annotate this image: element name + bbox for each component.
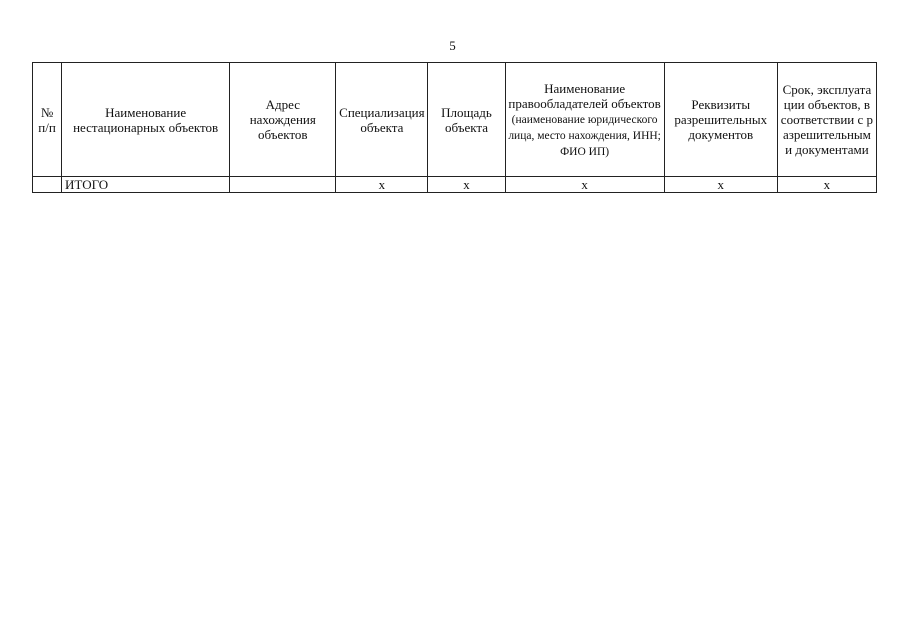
total-num [33, 177, 62, 193]
total-address [230, 177, 336, 193]
total-documents: х [664, 177, 777, 193]
total-owner: х [505, 177, 664, 193]
header-term: Срок, эксплуатации объектов, в соответствии с разрешительными документами [777, 63, 876, 177]
total-specialization: х [336, 177, 428, 193]
header-num: № п/п [33, 63, 62, 177]
page-number: 5 [449, 38, 456, 53]
header-name: Наименование нестационарных объектов [62, 63, 230, 177]
header-specialization: Специализация объекта [336, 63, 428, 177]
total-area: х [428, 177, 505, 193]
total-term: х [777, 177, 876, 193]
total-label: ИТОГО [62, 177, 230, 193]
header-owner-title: Наименование правообладателей объектов [508, 80, 661, 111]
total-row [33, 177, 877, 193]
registry-table [32, 62, 877, 193]
header-owner [505, 63, 664, 177]
header-address: Адрес нахождения объектов [230, 63, 336, 177]
header-row [33, 63, 877, 177]
header-area: Площадь объекта [428, 63, 505, 177]
header-owner-note: (наименование юридического лица, место нахождения, ИНН; ФИО ИП) [508, 113, 661, 158]
header-documents: Реквизиты разрешительных документов [664, 63, 777, 177]
